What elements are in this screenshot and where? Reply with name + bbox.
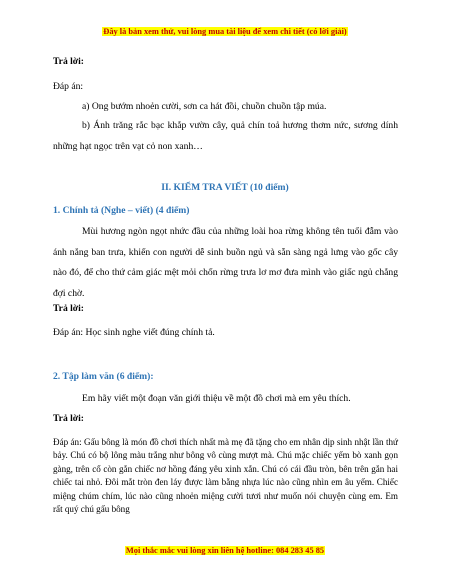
- q1-line-b: b) Ánh trăng rắc bạc khắp vườn cây, quả chín toả hương thơm nức, sương dính những hạt ngọc trên vạt cỏ non xanh…: [53, 120, 398, 152]
- part1-passage: Mùi hương ngòn ngọt nhức đầu của những loài hoa rừng không tên tuổi đẫm vào ánh nắng ban trưa, khiến con người dễ sinh buồn ngủ và sẵn sàng ngả lưng vào gốc cây nào đó, để cho thứ cảm giác mệt mỏi chốn rừng trưa lơ mơ đưa mình vào giấc ngủ chẳng đợi chờ.: [53, 226, 398, 299]
- q1-answer-intro: Đáp án:: [53, 81, 84, 92]
- part1-answer-label: Trả lời:: [53, 303, 84, 314]
- hotline-text: Mọi thắc mắc vui lòng xin liên hệ hotline: 084 283 45 85: [125, 546, 325, 555]
- section-title: II. KIỂM TRA VIẾT (10 điểm): [161, 182, 289, 193]
- preview-notice-text: Đây là bản xem thử, vui lòng mua tài liệu để xem chi tiết (có lời giải): [103, 27, 347, 36]
- q1-line-a: a) Ong bướm nhoẻn cười, sơn ca hát đồi, chuồn chuồn tập múa.: [82, 101, 327, 112]
- part2-answer-label: Trả lời:: [53, 413, 84, 424]
- part2-title: 2. Tập làm văn (6 điểm):: [53, 371, 154, 382]
- part2-prompt: Em hãy viết một đoạn văn giới thiệu về một đồ chơi mà em yêu thích.: [82, 393, 351, 404]
- preview-notice-banner: [0, 27, 450, 36]
- part1-answer: Đáp án: Học sinh nghe viết đúng chính tả.: [53, 327, 215, 338]
- hotline-banner: [0, 546, 450, 555]
- part2-answer: Đáp án: Gấu bông là món đồ chơi thích nhất mà mẹ đã tặng cho em nhân dịp sinh nhật lần thứ bảy. Chú có bộ lông màu trắng như bông vô cùng mượt mà. Chú mặc chiếc yếm bò xanh gọn gàng, trên cổ còn gắn chiếc nơ hồng đáng yêu xinh xắn. Chú có cái đầu tròn, bên trên gắn hai chiếc tai nhỏ. Đôi mắt tròn đen láy được làm bằng nhựa lúc nào cũng nhìn em âu yếm. Chiếc miệng chúm chím, lúc nào cũng nhoẻn miệng cười tươi như muốn nói chuyện cùng em. Em rất quý chú gấu bông: [53, 437, 398, 515]
- part1-title: 1. Chính tả (Nghe – viết) (4 điểm): [53, 205, 190, 216]
- q1-answer-label: Trả lời:: [53, 56, 84, 67]
